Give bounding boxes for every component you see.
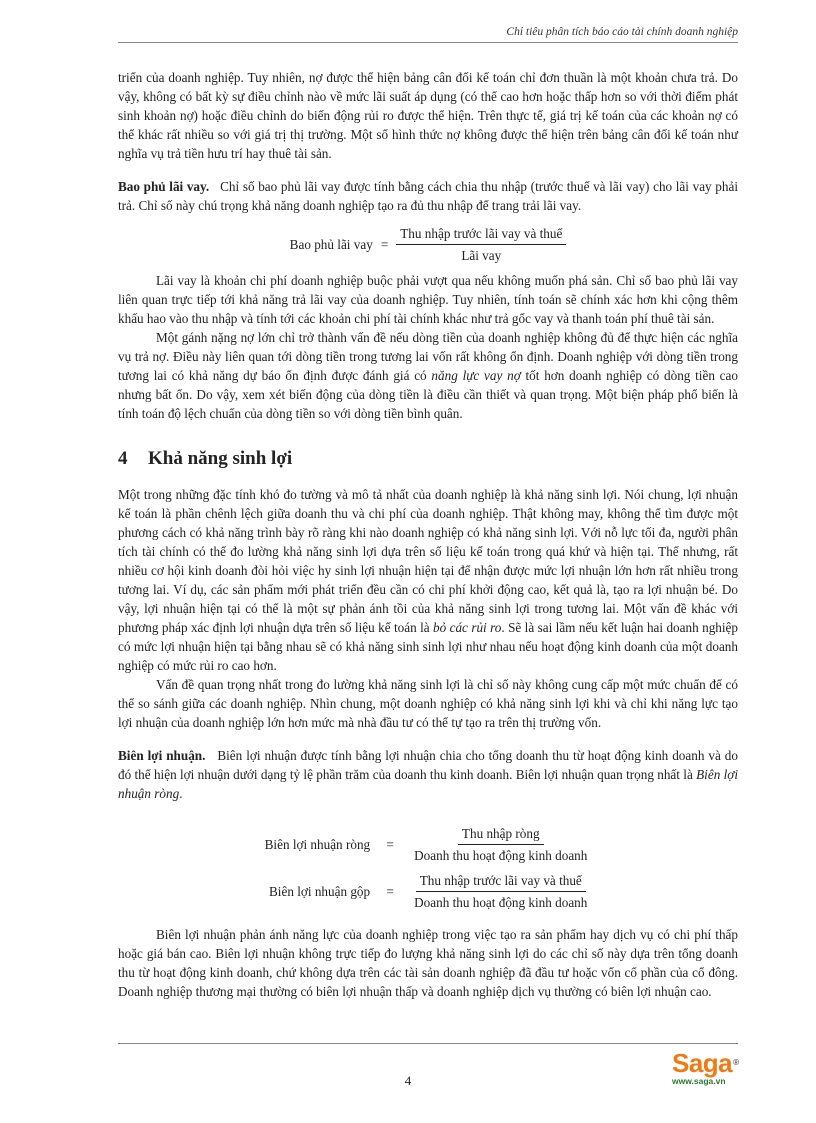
text-span: Biên lợi nhuận được tính bằng lợi nhuận chia cho tổng doanh thu từ hoạt động kinh doanh và do đó thể hiện lợi nhuận dưới dạng tỷ lệ phần trăm của doanh thu kinh doanh. Biên lợi nhuận quan trọng nhất là [118,748,738,782]
page-number: 4 [404,1073,412,1088]
section-heading [118,447,738,471]
italic-term: năng lực vay nợ [431,368,521,383]
formula-margins [265,821,592,915]
paragraph-text: Chỉ số bao phủ lãi vay được tính bằng cách chia thu nhập (trước thuế và lãi vay) cho lãi vay phải trả. Chỉ số này chú trọng khả năng doanh nghiệp tạo ra đủ thu nhập để trang trải lãi vay. [118,179,738,213]
paragraph-profitability-benchmark: Vấn đề quan trọng nhất trong đo lường khả năng sinh lợi là chỉ số này không cung cấp một mức chuẩn để có thể so sánh giữa các doanh nghiệp. Nhìn chung, một doanh nghiệp có khả năng sinh lợi khi và chỉ khi năng lực tạo lợi nhuận của doanh nghiệp lớn hơn mức mà nhà đầu tư có thể tự tạo ra trên thị trường vốn. [118,677,738,730]
paragraph-profit-margin [118,746,738,803]
paragraph-profitability-intro [118,485,738,675]
paragraph-debt-continuation: triển của doanh nghiệp. Tuy nhiên, nợ được thể hiện bảng cân đối kế toán chỉ đơn thuần là một khoản chưa trả. Do vậy, không có bất kỳ sự điều chỉnh nào về mức lãi suất áp dụng (có thể cao hơn hoặc thấp hơn so với thời điểm phát sinh khoản nợ) hoặc điều chỉnh do biến động rủi ro được thể hiện. Trên thực tế, giá trị kế toán của các khoản nợ có thể khác rất nhiều so với giá trị thị trường. Một số hình thức nợ không được thể hiện trên bảng cân đối kế toán như nghĩa vụ trả tiền hưu trí hay thuê tài sản. [118,70,738,161]
fraction-denominator: Lãi vay [461,248,502,263]
saga-logo [672,1050,739,1086]
fraction [410,871,591,912]
formula-lhs: Bao phủ lãi vay [289,237,373,252]
text-span: . Sẽ là sai lầm nếu kết luận hai doanh nghiệp có mức lợi nhuận hiện tại bằng nhau sẽ có khả năng sinh sinh lợi như nhau nếu hoạt động kinh doanh của một doanh nghiệp có mức rủi ro cao hơn. [118,620,738,673]
formula-row-net-margin [265,821,592,868]
footer-divider [118,1043,738,1044]
page-body [118,68,738,1001]
equals-sign: = [386,837,394,852]
fraction-numerator: Thu nhập trước lãi vay và thuế [396,224,566,245]
text-span: tốt hơn doanh nghiệp có dòng tiền cao nhưng bất ổn. Do vậy, xem xét biến động của dòng tiền là điều cần thiết và quan trọng. Một biện pháp phổ biến là tính toán độ lệch chuẩn của dòng tiền so với dòng tiền bình quân. [118,368,738,421]
fraction-denominator: Doanh thu hoạt động kinh doanh [414,848,588,863]
text-span: Một trong những đặc tính khó đo tường và mô tả nhất của doanh nghiệp là khả năng sinh lợi. Nói chung, lợi nhuận kế toán là phần chênh lệch giữa doanh thu và chi phí của doanh nghiệp. Thật không may, không thể tìm được một phương cách có khả năng trình bày rõ ràng khi nào doanh nghiệp có khả năng sinh lợi. Với nỗ lực tối đa, người phân tích tài chính có thể đo lường khả năng sinh lợi dựa trên số liệu kế toán trong quá khứ và hiện tại. Thế nhưng, rất nhiều cơ hội kinh doanh đòi hỏi việc hy sinh lợi nhuận hiện tại để nhận được mức lợi nhuận lớn hơn rất nhiều trong tương lai. Ví dụ, các sản phẩm mới phát triển đều cần có chi phí khởi động cao, kết quả là, tạo ra lợi nhuận bé. Do vậy, lợi nhuận hiện tại có thể là một sự phản ánh tồi của khả năng sinh lợi trong tương lai. Một vấn đề khác với phương pháp xác định lợi nhuận dựa trên số liệu kế toán là [118,487,738,635]
formula-row-gross-margin [265,868,592,915]
fraction [396,224,566,265]
running-header: Chỉ tiêu phân tích báo cáo tài chính doanh nghiệp [118,26,738,43]
paragraph-debt-burden [118,328,738,423]
runin-heading-interest-coverage: Bao phủ lãi vay. [118,179,210,194]
logo-wordmark [672,1050,739,1076]
equals-sign: = [386,884,394,899]
equals-sign: = [380,237,389,252]
italic-term: bỏ các rủi ro [433,620,502,635]
paragraph-interest-coverage [118,177,738,215]
section-number: 4 [118,448,128,469]
runin-heading-profit-margin: Biên lợi nhuận. [118,748,206,763]
fraction-numerator: Thu nhập ròng [458,824,544,845]
fraction-numerator: Thu nhập trước lãi vay và thuế [416,871,586,892]
text-span: . [179,786,183,801]
formula-interest-coverage [118,224,738,265]
section-title: Khả năng sinh lợi [148,448,293,469]
fraction-denominator: Doanh thu hoạt động kinh doanh [414,895,588,910]
formula-lhs: Biên lợi nhuận gộp [269,884,371,899]
logo-url: www.saga.vn [672,1076,726,1086]
paragraph-margin-meaning: Biên lợi nhuận phản ánh năng lực của doanh nghiệp trong việc tạo ra sản phẩm hay dịch vụ có chi phí thấp hoặc giá bán cao. Biên lợi nhuận không trực tiếp đo lượng khả năng sinh lợi do các chỉ số này dựa trên tổng doanh thu từ hoạt động kinh doanh, chứ không dựa trên các tài sản doanh nghiệp đã đầu tư hoặc vốn cổ phần của cổ đông. Doanh nghiệp thương mại thường có biên lợi nhuận thấp và doanh nghiệp dịch vụ thường có biên lợi nhuận cao. [118,927,738,999]
fraction [410,824,591,865]
registered-mark-icon: ® [733,1058,739,1067]
text-span: Một gánh nặng nợ lớn chỉ trở thành vấn đề nếu dòng tiền của doanh nghiệp không đủ để thực hiện các nghĩa vụ trả nợ. Điều này liên quan tới dòng tiền trong tương lai vốn rất không ổn định. Doanh nghiệp với dòng tiền trong tương lai có khả năng dự báo ổn định được đánh giá có [118,330,738,383]
formula-lhs: Biên lợi nhuận ròng [264,837,371,852]
italic-term: Biên lợi nhuận ròng [118,767,738,801]
logo-text: Saga [672,1048,733,1078]
paragraph-interest-cost: Lãi vay là khoản chi phí doanh nghiệp buộc phải vượt qua nếu không muốn phá sản. Chỉ số bao phủ lãi vay liên quan trực tiếp tới khả năng trả lãi vay của doanh nghiệp. Tuy nhiên, tính toán sẽ chính xác hơn khi cộng thêm khấu hao vào thu nhập và tính tới các khoản chi phí tài chính khác như trả gốc vay và thanh toán phí thuê tài sản. [118,273,738,326]
